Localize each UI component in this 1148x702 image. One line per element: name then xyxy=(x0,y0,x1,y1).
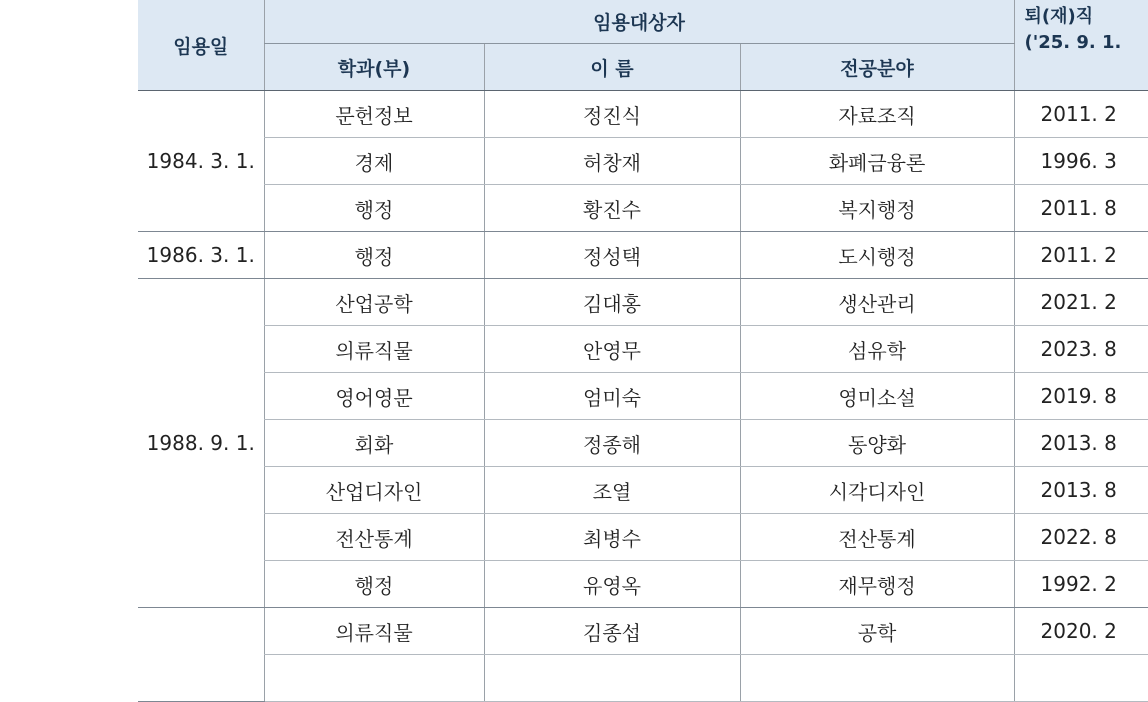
name-header: 이 름 xyxy=(484,44,740,91)
major-cell: 복지행정 xyxy=(740,185,1014,232)
name-cell: 정진식 xyxy=(484,91,740,138)
appointment-table xyxy=(138,0,1148,702)
department-cell: 문헌정보 xyxy=(264,91,484,138)
table-row xyxy=(138,279,1148,326)
department-cell: 산업디자인 xyxy=(264,467,484,514)
table-row xyxy=(138,232,1148,279)
name-cell: 김대홍 xyxy=(484,279,740,326)
department-cell: 행정 xyxy=(264,185,484,232)
retirement-header xyxy=(1014,0,1148,91)
retirement-cell: 1996. 3 xyxy=(1014,138,1148,185)
department-cell: 의류직물 xyxy=(264,326,484,373)
retirement-cell: 2022. 8 xyxy=(1014,514,1148,561)
header-row-sub xyxy=(138,44,1148,91)
table-row xyxy=(138,514,1148,561)
major-cell: 시각디자인 xyxy=(740,467,1014,514)
table-row xyxy=(138,420,1148,467)
retirement-cell: 2019. 8 xyxy=(1014,373,1148,420)
name-cell: 유영옥 xyxy=(484,561,740,608)
department-cell xyxy=(264,655,484,702)
table-row xyxy=(138,326,1148,373)
major-cell: 공학 xyxy=(740,608,1014,655)
table-row xyxy=(138,373,1148,420)
major-cell: 재무행정 xyxy=(740,561,1014,608)
department-cell: 의류직물 xyxy=(264,608,484,655)
appointee-group-header: 임용대상자 xyxy=(264,0,1014,44)
department-cell: 행정 xyxy=(264,232,484,279)
table-row xyxy=(138,655,1148,702)
header-row-top xyxy=(138,0,1148,44)
name-cell xyxy=(484,655,740,702)
major-cell: 섬유학 xyxy=(740,326,1014,373)
major-cell: 동양화 xyxy=(740,420,1014,467)
retirement-header-line2: ('25. 9. 1. xyxy=(1024,32,1122,53)
department-cell: 회화 xyxy=(264,420,484,467)
table-row xyxy=(138,91,1148,138)
major-cell xyxy=(740,655,1014,702)
table-row xyxy=(138,138,1148,185)
name-cell: 조열 xyxy=(484,467,740,514)
retirement-cell: 2011. 8 xyxy=(1014,185,1148,232)
department-header: 학과(부) xyxy=(264,44,484,91)
table-row xyxy=(138,467,1148,514)
table-body xyxy=(138,91,1148,702)
name-cell: 안영무 xyxy=(484,326,740,373)
appointment-date-cell: 1986. 3. 1. xyxy=(138,232,264,279)
retirement-cell: 2021. 2 xyxy=(1014,279,1148,326)
department-cell: 행정 xyxy=(264,561,484,608)
table-row xyxy=(138,561,1148,608)
major-cell: 자료조직 xyxy=(740,91,1014,138)
major-cell: 도시행정 xyxy=(740,232,1014,279)
appointment-date-cell: 1984. 3. 1. xyxy=(138,91,264,232)
retirement-cell: 2020. 2 xyxy=(1014,608,1148,655)
retirement-header-line1: 퇴(재)직 xyxy=(1024,6,1094,27)
name-cell: 허창재 xyxy=(484,138,740,185)
retirement-cell: 2011. 2 xyxy=(1014,232,1148,279)
table-row xyxy=(138,608,1148,655)
appointment-date-cell xyxy=(138,608,264,702)
table-row xyxy=(138,185,1148,232)
major-cell: 화폐금융론 xyxy=(740,138,1014,185)
appointment-date-header: 임용일 xyxy=(138,0,264,91)
department-cell: 영어영문 xyxy=(264,373,484,420)
name-cell: 정성택 xyxy=(484,232,740,279)
retirement-cell: 2023. 8 xyxy=(1014,326,1148,373)
name-cell: 황진수 xyxy=(484,185,740,232)
major-header: 전공분야 xyxy=(740,44,1014,91)
major-cell: 생산관리 xyxy=(740,279,1014,326)
retirement-cell: 2013. 8 xyxy=(1014,420,1148,467)
department-cell: 전산통계 xyxy=(264,514,484,561)
name-cell: 엄미숙 xyxy=(484,373,740,420)
name-cell: 최병수 xyxy=(484,514,740,561)
major-cell: 전산통계 xyxy=(740,514,1014,561)
department-cell: 산업공학 xyxy=(264,279,484,326)
name-cell: 김종섭 xyxy=(484,608,740,655)
name-cell: 정종해 xyxy=(484,420,740,467)
retirement-cell xyxy=(1014,655,1148,702)
retirement-cell: 1992. 2 xyxy=(1014,561,1148,608)
appointment-date-cell: 1988. 9. 1. xyxy=(138,279,264,608)
department-cell: 경제 xyxy=(264,138,484,185)
major-cell: 영미소설 xyxy=(740,373,1014,420)
retirement-cell: 2013. 8 xyxy=(1014,467,1148,514)
table-header xyxy=(138,0,1148,91)
retirement-cell: 2011. 2 xyxy=(1014,91,1148,138)
